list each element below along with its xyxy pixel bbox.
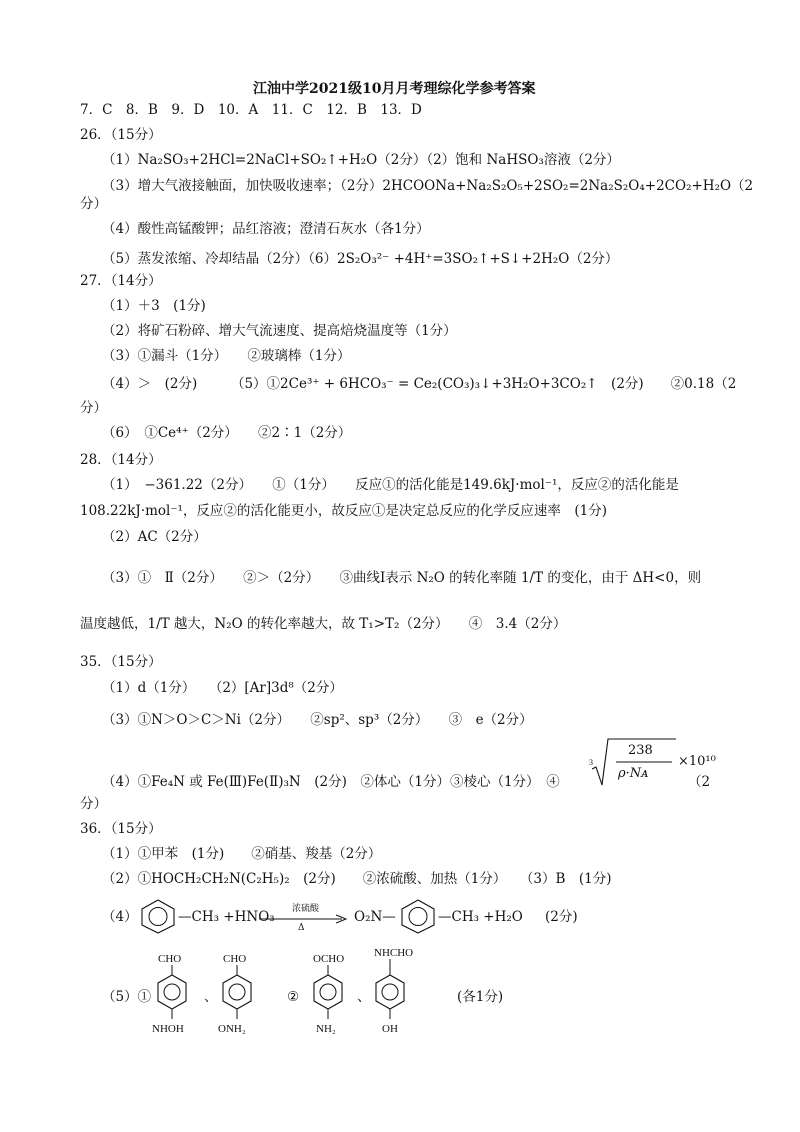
q28-line-3: （2）AC（2分）: [102, 529, 207, 545]
isomer-2-top-group: CHO: [223, 953, 247, 965]
q35-line-1: （1）d（1分） （2）[Ar]3d⁸（2分）: [102, 680, 343, 696]
q27-line-3: （3）①漏斗（1分） ②玻璃棒（1分）: [102, 348, 351, 364]
q27-line-2: （2）将矿石粉碎、增大气流速度、提高焙烧温度等（1分）: [102, 323, 457, 339]
isomer-3-bottom-group: NH₂: [316, 1023, 336, 1035]
q36-heading: 36．（15分）: [80, 821, 162, 837]
q26-heading: 26．（15分）: [80, 127, 162, 143]
page-title: 江油中学2021级10月月考理综化学参考答案: [253, 81, 536, 97]
formula-numerator: 238: [628, 743, 653, 758]
q36-4-product-prefix: O₂N—: [354, 909, 396, 925]
nitrotoluene-ring-icon: [398, 898, 438, 934]
isomer-2-bottom-group: ONH₂: [218, 1023, 246, 1035]
q36-4-label: （4）: [102, 909, 138, 925]
isomer-4-bottom-group: OH: [382, 1023, 398, 1035]
q26-line-3: （4）酸性高锰酸钾；品红溶液；澄清石灰水（各1分）: [102, 221, 430, 237]
multiple-choice-answers: 7．C 8．B 9．D 10．A 11．C 12．B 13．D: [80, 102, 422, 118]
q36-line-2: （2）①HOCH₂CH₂N(C₂H₅)₂ (2分) ②浓硫酸、加热（1分） （3）B (1分): [102, 871, 612, 887]
q36-5-separator-1: 、: [204, 989, 218, 1005]
q27-line-4: （4）＞ (2分) （5）①2Ce³⁺ + 6HCO₃⁻ = Ce₂(CO₃)₃↓+3H₂O+3CO₂↑ (2分) ②0.18（2: [102, 376, 737, 392]
svg-text:3: 3: [589, 758, 593, 767]
q36-5-separator-2: 、: [357, 989, 371, 1005]
q36-4-products: —CH₃ +H₂O: [438, 909, 523, 925]
isomer-2-structure: [215, 950, 265, 1042]
q26-line-1: （1）Na₂SO₃+2HCl=2NaCl+SO₂↑+H₂O（2分）（2）饱和 NaHSO₃溶液（2分）: [102, 152, 620, 168]
q36-5-score: (各1分): [457, 989, 504, 1005]
q36-5-part-2-label: ②: [287, 989, 300, 1005]
isomer-4-top-group: NHCHO: [374, 947, 414, 959]
isomer-4-structure: [368, 944, 428, 1042]
q27-heading: 27．（14分）: [80, 273, 162, 289]
isomer-1-top-group: CHO: [158, 953, 182, 965]
toluene-ring-icon: [138, 898, 178, 934]
isomer-3-structure: [306, 950, 360, 1042]
q28-line-5: 温度越低，1/T 越大，N₂O 的转化率越大，故 T₁>T₂（2分） ④ 3.4（2分）: [80, 616, 567, 632]
q27-line-5: （6） ①Ce⁴⁺（2分） ②2∶1（2分）: [102, 425, 352, 441]
q28-heading: 28．（14分）: [80, 452, 162, 468]
q26-line-4: （5）蒸发浓缩、冷却结晶（2分）（6）2S₂O₃²⁻ +4H⁺=3SO₂↑+S↓+2H₂O（2分）: [102, 251, 619, 267]
q36-4-score: (2分): [545, 909, 578, 925]
q36-line-1: （1）①甲苯 (1分) ②硝基、羧基（2分）: [102, 846, 382, 862]
formula-multiplier: ×10¹⁰: [678, 754, 716, 769]
q35-line-3: （4）①Fe₄N 或 Fe(Ⅲ)Fe(Ⅱ)₃N (2分) ②体心（1分）③棱心（1分） ④: [102, 774, 560, 790]
isomer-1-bottom-group: NHOH: [152, 1023, 184, 1035]
q28-line-4: （3）① Ⅱ（2分） ②＞（2分） ③曲线Ⅰ表示 N₂O 的转化率随 1/T 的变化，由于 ΔH<0，则: [102, 570, 702, 586]
q36-5-label: （5）①: [102, 989, 152, 1005]
q35-line-3-cont: 分）: [80, 796, 107, 812]
q35-line-3-tail: （2: [688, 774, 711, 790]
q35-heading: 35．（15分）: [80, 654, 162, 670]
q26-line-2-cont: 分）: [80, 196, 107, 212]
q35-line-2: （3）①N＞O＞C＞Ni（2分） ②sp²、sp³（2分） ③ e（2分）: [102, 712, 533, 728]
q36-4-condition-top: 浓硫酸: [292, 904, 320, 914]
q36-4-reactants: —CH₃ +HNO₃: [178, 909, 275, 925]
isomer-3-top-group: OCHO: [313, 953, 345, 965]
q26-line-2: （3）增大气液接触面，加快吸收速率；（2分）2HCOONa+Na₂S₂O₅+2SO₂=2Na₂S₂O₄+2CO₂+H₂O（2: [102, 178, 754, 194]
q27-line-1: （1）＋3 (1分): [102, 298, 206, 314]
q28-line-1: （1） −361.22（2分） ①（1分） 反应①的活化能是149.6kJ·mol⁻¹，反应②的活化能是: [102, 477, 679, 493]
formula-denominator: ρ·Nᴀ: [618, 766, 649, 781]
q28-line-2: 108.22kJ·mol⁻¹，反应②的活化能更小，故反应①是决定总反应的化学反应速率 (1分): [80, 503, 608, 519]
q27-line-4-cont: 分）: [80, 400, 107, 416]
isomer-1-structure: [150, 950, 200, 1042]
q36-4-condition-bottom: Δ: [298, 923, 305, 933]
